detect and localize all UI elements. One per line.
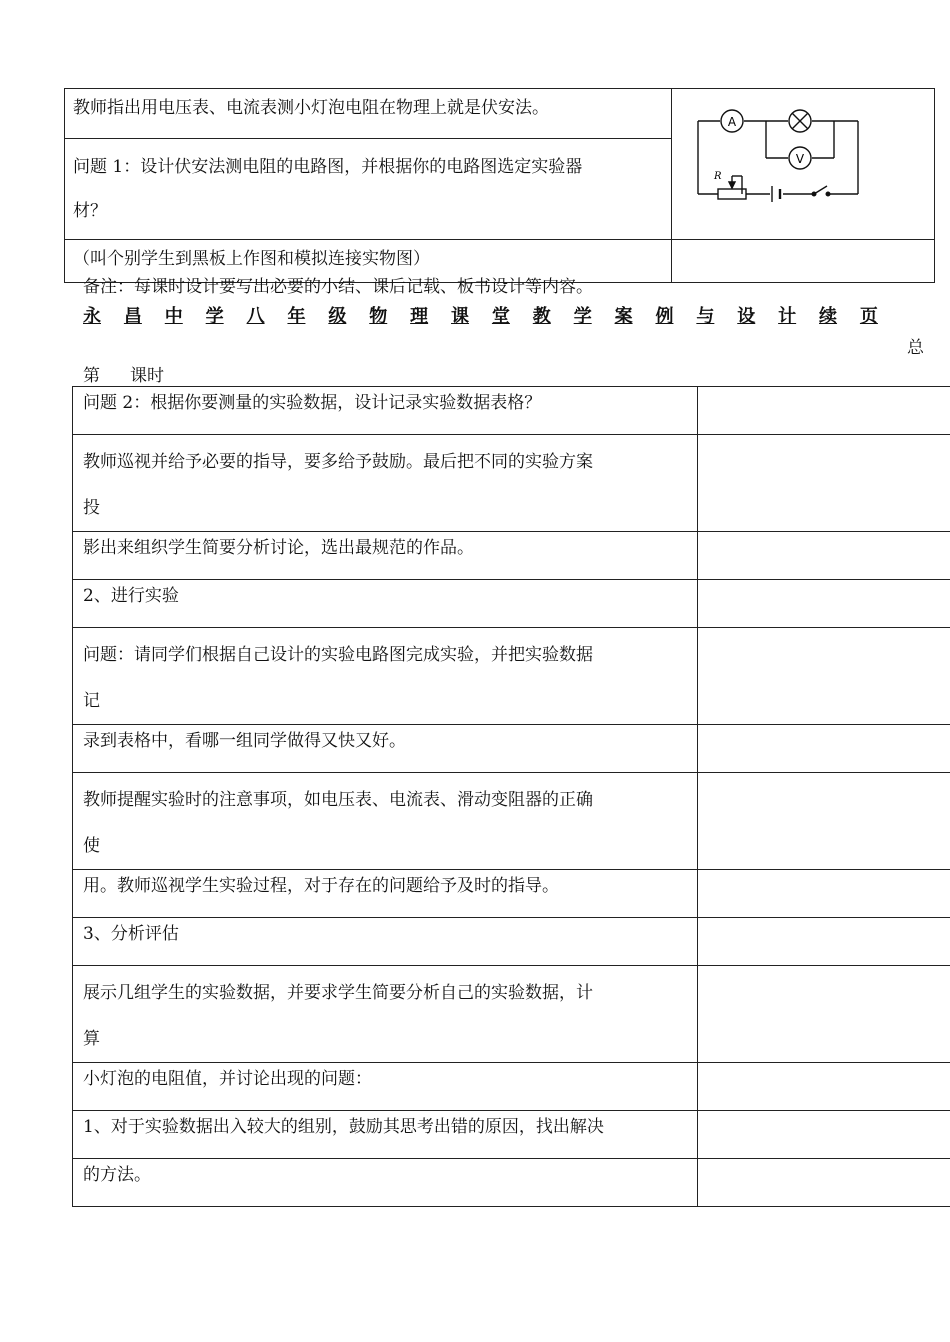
cell-text: 问题：请同学们根据自己设计的实验电路图完成实验，并把实验数据 bbox=[83, 645, 593, 665]
table-cell bbox=[73, 628, 698, 725]
table-cell-empty bbox=[698, 773, 950, 870]
table-cell-empty bbox=[698, 532, 950, 580]
title-char: 例 bbox=[655, 306, 674, 327]
table-cell bbox=[672, 240, 935, 283]
cell-text: 用。教师巡视学生实验过程，对于存在的问题给予及时的指导。 bbox=[83, 876, 559, 896]
table-cell-empty bbox=[698, 580, 950, 628]
table-row bbox=[73, 918, 950, 966]
table-cell bbox=[73, 725, 698, 773]
title-char: 理 bbox=[410, 306, 429, 327]
cell-text: 2、进行实验 bbox=[83, 586, 179, 606]
rheostat-label: R bbox=[714, 171, 722, 182]
table-cell bbox=[73, 580, 698, 628]
title-char: 八 bbox=[246, 306, 265, 327]
cell-text: 3、分析评估 bbox=[83, 924, 179, 944]
title-char: 级 bbox=[328, 306, 347, 327]
cell-text: 教师巡视并给予必要的指导，要多给予鼓励。最后把不同的实验方案 bbox=[83, 452, 593, 472]
table-main bbox=[72, 386, 950, 1207]
title-char: 续 bbox=[819, 306, 838, 327]
title-char: 昌 bbox=[123, 306, 142, 327]
table-cell-empty bbox=[698, 918, 950, 966]
table-cell bbox=[73, 1159, 698, 1207]
table-top bbox=[64, 88, 935, 283]
cell-text: 算 bbox=[83, 1029, 100, 1049]
circuit-cell bbox=[672, 89, 935, 240]
lesson-suffix: 课时 bbox=[130, 366, 164, 386]
table-cell-empty bbox=[698, 1063, 950, 1111]
table-row bbox=[73, 725, 950, 773]
table-row bbox=[65, 89, 935, 139]
cell-text: 录到表格中，看哪一组同学做得又快又好。 bbox=[83, 731, 406, 751]
table-cell bbox=[73, 387, 698, 435]
table-cell-empty bbox=[698, 725, 950, 773]
title-char: 学 bbox=[205, 306, 224, 327]
table-row bbox=[73, 966, 950, 1063]
title-char: 案 bbox=[614, 306, 633, 327]
table-cell bbox=[73, 435, 698, 532]
table-row bbox=[73, 628, 950, 725]
table-cell bbox=[73, 966, 698, 1063]
table-cell-empty bbox=[698, 628, 950, 725]
table-cell bbox=[73, 918, 698, 966]
cell-text: 问题 2：根据你要测量的实验数据，设计记录实验数据表格？ bbox=[83, 393, 542, 413]
table-row bbox=[73, 773, 950, 870]
cell-text: 材？ bbox=[73, 201, 107, 221]
total-label: 总 bbox=[907, 338, 924, 358]
title-char: 课 bbox=[451, 306, 470, 327]
title-char: 中 bbox=[164, 306, 183, 327]
table-cell-empty bbox=[698, 387, 950, 435]
table-row bbox=[73, 580, 950, 628]
table-cell-empty bbox=[698, 1159, 950, 1207]
table-row bbox=[73, 387, 950, 435]
title-char: 设 bbox=[737, 306, 756, 327]
cell-text: （叫个别学生到黑板上作图和模拟连接实物图） bbox=[73, 249, 430, 269]
cell-text: 教师指出用电压表、电流表测小灯泡电阻在物理上就是伏安法。 bbox=[73, 98, 549, 118]
title-char: 学 bbox=[573, 306, 592, 327]
table-cell bbox=[73, 532, 698, 580]
title-char: 与 bbox=[696, 306, 715, 327]
cell-text: 的方法。 bbox=[83, 1165, 151, 1185]
table-row bbox=[73, 532, 950, 580]
title-char: 计 bbox=[778, 306, 797, 327]
table-row bbox=[73, 1159, 950, 1207]
cell-text: 展示几组学生的实验数据，并要求学生简要分析自己的实验数据，计 bbox=[83, 983, 593, 1003]
table-row bbox=[73, 435, 950, 532]
title-char: 永 bbox=[83, 306, 101, 327]
table-cell bbox=[73, 773, 698, 870]
title-char: 年 bbox=[287, 306, 306, 327]
table-cell bbox=[73, 870, 698, 918]
table-cell bbox=[73, 1111, 698, 1159]
table-cell-empty bbox=[698, 966, 950, 1063]
table-cell-empty bbox=[698, 870, 950, 918]
note-text: 备注：每课时设计要写出必要的小结、课后记载、板书设计等内容。 bbox=[83, 277, 593, 297]
cell-text: 投 bbox=[83, 498, 100, 518]
title-char: 页 bbox=[859, 306, 878, 327]
lesson-prefix: 第 bbox=[83, 366, 100, 386]
voltmeter-label: V bbox=[795, 152, 805, 166]
cell-text: 影出来组织学生简要分析讨论，选出最规范的作品。 bbox=[83, 538, 474, 558]
title-char: 教 bbox=[532, 306, 551, 327]
table-cell bbox=[65, 89, 672, 139]
cell-text: 问题 1：设计伏安法测电阻的电路图，并根据你的电路图选定实验器 bbox=[73, 157, 583, 177]
table-row bbox=[73, 1111, 950, 1159]
cell-text: 1、对于实验数据出入较大的组别，鼓励其思考出错的原因，找出解决 bbox=[83, 1117, 604, 1137]
cell-text: 记 bbox=[83, 691, 100, 711]
table-cell-empty bbox=[698, 435, 950, 532]
cell-text: 使 bbox=[83, 836, 100, 856]
table-cell bbox=[65, 139, 672, 240]
table-row bbox=[73, 870, 950, 918]
title-char: 物 bbox=[369, 306, 388, 327]
table-cell-empty bbox=[698, 1111, 950, 1159]
circuit-diagram bbox=[688, 101, 868, 211]
cell-text: 教师提醒实验时的注意事项，如电压表、电流表、滑动变阻器的正确 bbox=[83, 790, 593, 810]
table-row bbox=[73, 1063, 950, 1111]
cell-text: 小灯泡的电阻值，并讨论出现的问题： bbox=[83, 1069, 372, 1089]
page-title bbox=[83, 302, 878, 328]
title-char: 堂 bbox=[491, 306, 510, 327]
ammeter-label: A bbox=[727, 115, 737, 129]
lesson-label bbox=[83, 361, 164, 386]
table-cell bbox=[73, 1063, 698, 1111]
